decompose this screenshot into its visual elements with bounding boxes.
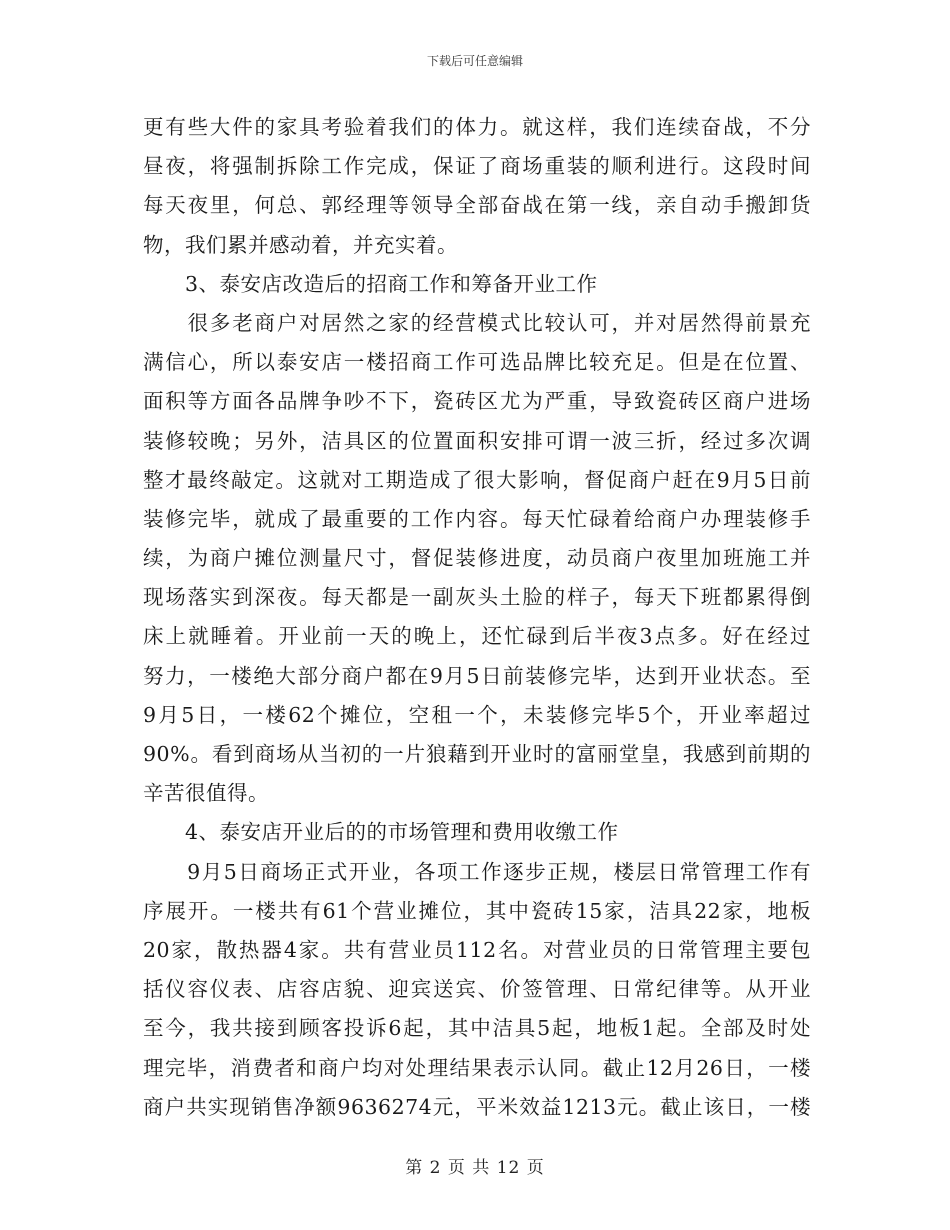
section-heading: 3、泰安店改造后的招商工作和筹备开业工作 (143, 271, 598, 296)
text-line: 装修完毕，就成了最重要的工作内容。每天忙碌着给商户办理装修手 (143, 506, 811, 531)
text-line: 面积等方面各品牌争吵不下，瓷砖区尤为严重，导致瓷砖区商户进场 (143, 389, 811, 414)
text-line: 床上就睡着。开业前一天的晚上，还忙碌到后半夜3点多。好在经过 (143, 624, 811, 649)
text-line: 辛苦很值得。 (143, 781, 269, 806)
text-line: 90%。看到商场从当初的一片狼藉到开业时的富丽堂皇，我感到前期的 (143, 742, 811, 766)
text-line: 20家，散热器4家。共有营业员112名。对营业员的日常管理主要包 (143, 937, 811, 962)
page-footer: 第 2 页 共 12 页 (405, 1158, 545, 1178)
text-line: 序展开。一楼共有61个营业摊位，其中瓷砖15家，洁具22家，地板 (143, 898, 811, 923)
text-line: 更有些大件的家具考验着我们的体力。就这样，我们连续奋战，不分 (143, 115, 811, 139)
text-line: 理完毕，消费者和商户均对处理结果表示认同。截止12月26日，一楼 (143, 1055, 811, 1080)
text-line: 昼夜，将强制拆除工作完成，保证了商场重装的顺利进行。这段时间 (143, 154, 811, 179)
text-line: 努力，一楼绝大部分商户都在9月5日前装修完毕，达到开业状态。至 (143, 663, 811, 688)
text-line: 商户共实现销售净额9636274元，平米效益1213元。截止该日，一楼 (143, 1094, 811, 1119)
text-line: 满信心，所以泰安店一楼招商工作可选品牌比较充足。但是在位置、 (143, 350, 811, 375)
text-line: 续，为商户摊位测量尺寸，督促装修进度，动员商户夜里加班施工并 (143, 546, 811, 571)
text-line: 很多老商户对居然之家的经营模式比较认可，并对居然得前景充 (143, 310, 811, 335)
text-line: 9月5日，一楼62个摊位，空租一个，未装修完毕5个，开业率超过 (143, 702, 811, 727)
page-header: 下载后可任意编辑 (426, 54, 523, 68)
text-line: 现场落实到深夜。每天都是一副灰头土脸的样子，每天下班都累得倒 (143, 585, 811, 610)
section-heading: 4、泰安店开业后的的市场管理和费用收缴工作 (143, 820, 619, 845)
text-line: 至今，我共接到顾客投诉6起，其中洁具5起，地板1起。全部及时处 (143, 1016, 811, 1041)
text-line: 物，我们累并感动着，并充实着。 (143, 232, 458, 257)
text-line: 装修较晚；另外，洁具区的位置面积安排可谓一波三折，经过多次调 (143, 428, 811, 453)
text-line: 整才最终敲定。这就对工期造成了很大影响，督促商户赶在9月5日前 (143, 467, 811, 492)
document-body (143, 108, 811, 1127)
text-line: 9月5日商场正式开业，各项工作逐步正规，楼层日常管理工作有 (143, 859, 811, 884)
text-line: 括仪容仪表、店容店貌、迎宾送宾、价签管理、日常纪律等。从开业 (143, 977, 811, 1002)
text-line: 每天夜里，何总、郭经理等领导全部奋战在第一线，亲自动手搬卸货 (143, 193, 811, 218)
